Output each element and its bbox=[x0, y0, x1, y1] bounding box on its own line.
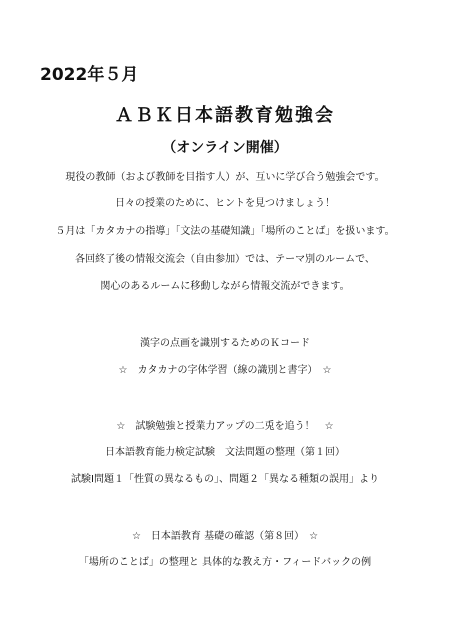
event-format: （オンライン開催） bbox=[162, 140, 288, 156]
session-2-title: 日本語教育能力検定試験 文法問題の整理（第１回） bbox=[105, 447, 345, 458]
intro-line-2: 日々の授業のために、ヒントを見つけましょう！ bbox=[115, 198, 335, 209]
intro-line-5: 関心のあるルームに移動しながら情報交流ができます。 bbox=[100, 281, 350, 292]
event-date: 2022年５月 bbox=[40, 65, 139, 85]
session-2-detail: 試験Ⅰ問題１「性質の異なるもの」、問題２「異なる種類の誤用」より bbox=[71, 474, 379, 485]
session-1-topic: 漢字の点画を識別するためのＫコード bbox=[140, 338, 310, 349]
session-1-title: ☆ カタカナの字体学習（線の識別と書字） ☆ bbox=[118, 365, 332, 376]
intro-line-4: 各回終了後の情報交流会（自由参加）では、テーマ別のルームで、 bbox=[75, 254, 375, 265]
intro-line-3: ５月は「カタカナの指導」「文法の基礎知識」「場所のことば」を扱います。 bbox=[55, 226, 395, 237]
session-3-title: ☆ 日本語教育 基礎の確認（第８回） ☆ bbox=[131, 531, 319, 542]
event-title: ＡＢＫ日本語教育勉強会 bbox=[115, 105, 335, 126]
session-3-detail: 「場所のことば」の整理と 具体的な教え方・フィードバックの例 bbox=[78, 557, 372, 568]
session-2-tagline: ☆ 試験勉強と授業力アップの二兎を追う！ ☆ bbox=[116, 421, 334, 432]
intro-line-1: 現役の教師（および教師を目指す人）が、互いに学び合う勉強会です。 bbox=[65, 172, 385, 183]
